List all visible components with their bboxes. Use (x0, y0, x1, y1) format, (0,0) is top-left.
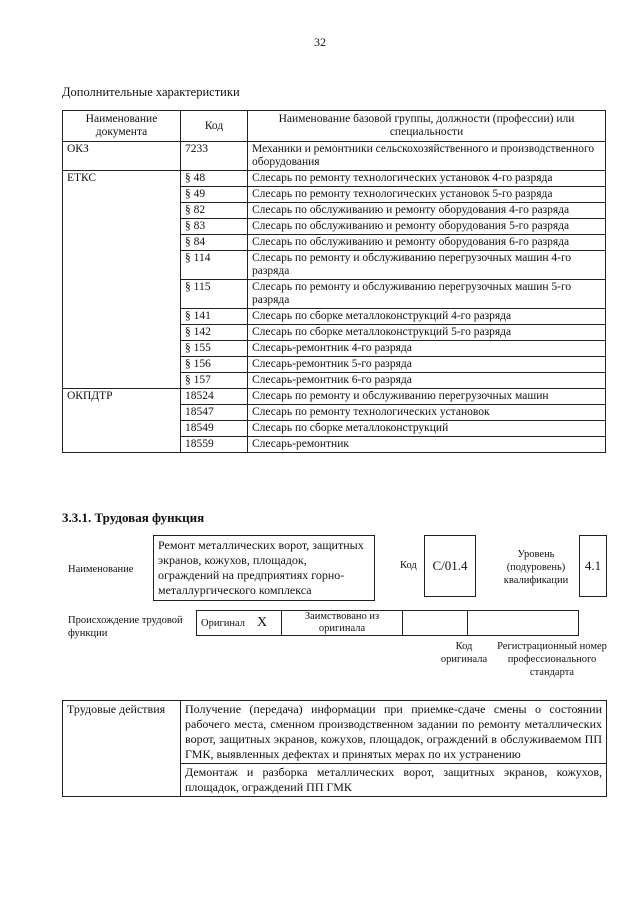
occupation-name-cell: Слесарь по ремонту и обслуживанию перегрузочных машин 5-го разряда (248, 280, 606, 309)
table-row (63, 437, 606, 453)
reg-number-cell (468, 611, 579, 636)
labor-actions-table (62, 700, 607, 797)
labor-action-item: Получение (передача) информации при приемке-сдаче смены о состоянии рабочего места, сменном производственном задании по ремонту металлических ворот, защитных экранов, кожухов, площадок, ограждений в обслуживаемом ПП ГМК, выявленных дефектах и принятых мерах по их устранению (181, 701, 607, 764)
document-name-cell (63, 187, 181, 203)
reg-number-caption: Регистрационный номер профессионального стандарта (497, 641, 607, 678)
table-row (63, 187, 606, 203)
occupation-name-cell: Слесарь по ремонту технологических установок 4-го разряда (248, 171, 606, 187)
header-document: Наименование документа (63, 111, 181, 142)
code-cell: § 141 (181, 309, 248, 325)
table-row (63, 171, 606, 187)
occupation-name-cell: Механики и ремонтники сельскохозяйственного и производственного оборудования (248, 142, 606, 171)
occupation-name-cell: Слесарь-ремонтник 4-го разряда (248, 341, 606, 357)
occupation-name-cell: Слесарь по сборке металлоконструкций 5-го разряда (248, 325, 606, 341)
table-row (63, 341, 606, 357)
document-name-cell: ОКЗ (63, 142, 181, 171)
document-name-cell (63, 421, 181, 437)
document-name-cell: ЕТКС (63, 171, 181, 187)
occupation-name-cell: Слесарь по обслуживанию и ремонту оборудования 6-го разряда (248, 235, 606, 251)
table-row (63, 235, 606, 251)
original-mark: X (253, 611, 282, 636)
borrowed-label: Заимствовано из оригинала (282, 611, 403, 636)
table-row (63, 309, 606, 325)
table-row (63, 325, 606, 341)
classification-table (62, 110, 606, 453)
labor-actions-label: Трудовые действия (63, 701, 181, 797)
table-row (63, 280, 606, 309)
occupation-name-cell: Слесарь по обслуживанию и ремонту оборудования 4-го разряда (248, 203, 606, 219)
code-original-caption: Код оригинала (440, 641, 488, 665)
document-name-cell (63, 309, 181, 325)
document-name-cell (63, 437, 181, 453)
code-cell: § 114 (181, 251, 248, 280)
code-cell: § 115 (181, 280, 248, 309)
header-name: Наименование базовой группы, должности (профессии) или специальности (248, 111, 606, 142)
labor-action-item: Демонтаж и разборка металлических ворот, защитных экранов, кожухов, площадок, ограждений ПП ГМК (181, 764, 607, 797)
document-name-cell: ОКПДТР (63, 389, 181, 405)
table-row (63, 219, 606, 235)
origin-table (196, 610, 579, 636)
code-cell: 18559 (181, 437, 248, 453)
occupation-name-cell: Слесарь по ремонту и обслуживанию перегрузочных машин (248, 389, 606, 405)
occupation-name-cell: Слесарь по сборке металлоконструкций 4-го разряда (248, 309, 606, 325)
origin-label: Происхождение трудовой функции (68, 615, 183, 639)
code-cell: § 156 (181, 357, 248, 373)
code-original-cell (403, 611, 468, 636)
code-label: Код (400, 560, 417, 571)
table-row (63, 357, 606, 373)
occupation-name-cell: Слесарь-ремонтник 6-го разряда (248, 373, 606, 389)
document-name-cell (63, 373, 181, 389)
table-row (63, 142, 606, 171)
table-row (63, 373, 606, 389)
document-name-cell (63, 203, 181, 219)
header-code: Код (181, 111, 248, 142)
code-cell: § 82 (181, 203, 248, 219)
document-name-cell (63, 357, 181, 373)
occupation-name-cell: Слесарь по сборке металлоконструкций (248, 421, 606, 437)
table-row (63, 421, 606, 437)
code-cell: § 83 (181, 219, 248, 235)
level-label: Уровень (подуровень) квалификации (503, 549, 569, 586)
document-name-cell (63, 251, 181, 280)
code-cell: 7233 (181, 142, 248, 171)
document-name-cell (63, 325, 181, 341)
original-label: Оригинал (197, 611, 254, 636)
page-number: 32 (314, 35, 326, 49)
code-cell: § 49 (181, 187, 248, 203)
code-cell: 18547 (181, 405, 248, 421)
function-name-box: Ремонт металлических ворот, защитных экранов, кожухов, площадок, ограждений на предприятиях горно-металлургического комплекса (153, 535, 375, 601)
document-name-cell (63, 405, 181, 421)
code-cell: 18549 (181, 421, 248, 437)
occupation-name-cell: Слесарь-ремонтник 5-го разряда (248, 357, 606, 373)
table-row (63, 389, 606, 405)
document-name-cell (63, 341, 181, 357)
document-name-cell (63, 280, 181, 309)
table-row (63, 203, 606, 219)
document-name-cell (63, 219, 181, 235)
occupation-name-cell: Слесарь-ремонтник (248, 437, 606, 453)
name-label: Наименование (68, 564, 134, 575)
document-name-cell (63, 235, 181, 251)
level-box: 4.1 (579, 535, 607, 597)
code-cell: § 48 (181, 171, 248, 187)
function-heading: 3.3.1. Трудовая функция (62, 510, 205, 525)
function-code-box: C/01.4 (424, 535, 476, 597)
code-cell: § 157 (181, 373, 248, 389)
code-cell: § 155 (181, 341, 248, 357)
occupation-name-cell: Слесарь по обслуживанию и ремонту оборудования 5-го разряда (248, 219, 606, 235)
table-row (63, 405, 606, 421)
occupation-name-cell: Слесарь по ремонту технологических установок (248, 405, 606, 421)
code-cell: 18524 (181, 389, 248, 405)
code-cell: § 84 (181, 235, 248, 251)
section-subtitle: Дополнительные характеристики (62, 85, 240, 99)
code-cell: § 142 (181, 325, 248, 341)
table-row (63, 251, 606, 280)
occupation-name-cell: Слесарь по ремонту технологических установок 5-го разряда (248, 187, 606, 203)
occupation-name-cell: Слесарь по ремонту и обслуживанию перегрузочных машин 4-го разряда (248, 251, 606, 280)
